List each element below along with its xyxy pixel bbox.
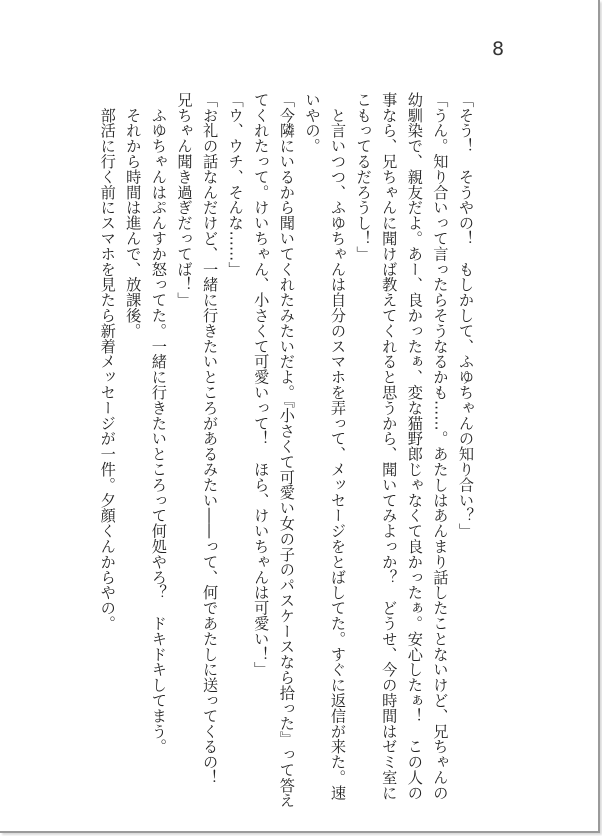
text-line: 「うん。知り合いって言ったらそうなるかも……。あたしはあんまり話したことないけど、兄ちゃんの幼馴染で、親友だよ。あー、良かったぁ、変な猫野郎じゃなくて良かったぁ。安心したぁ！ この人の事なら、兄ちゃんに聞けば教えてくれると思うから、聞いてみよっか？ どうせ、今の時間はゼミ室にこもってるだろうし！」 bbox=[354, 92, 450, 801]
vertical-text-body bbox=[98, 92, 478, 812]
text-line: 部活に行く前にスマホを見たら新着メッセージが一件。夕顔くんからやの。 bbox=[98, 92, 117, 631]
text-line: それから時間は進んで、放課後。 bbox=[124, 92, 143, 339]
text-line: 「ウ、ウチ、そんな……」 bbox=[226, 92, 245, 277]
text-line: と言いつつ、ふゆちゃんは自分のスマホを弄って、メッセージをとばしてた。すぐに返信が来た。速いやの。 bbox=[303, 92, 348, 801]
text-line: 「そう！ そうやの！ もしかして、ふゆちゃんの知り合い？」 bbox=[457, 92, 475, 539]
text-line: ふゆちゃんはぷんすか怒ってた。一緒に行きたいところって何処やろ？ ドキドキしてまう。 bbox=[149, 92, 168, 755]
text-line: 「今隣にいるから聞いてくれたみたいだよ。『小さくて可愛い女の子のパスケースなら拾った』って答えてくれたって。けいちゃん、小さくて可愛いって！ ほら、けいちゃんは可愛い！」 bbox=[252, 92, 296, 809]
text-line: 「お礼の話なんだけど、一緒に行きたいところがあるみたい――って、何であたしに送ってくるの！ 兄ちゃん聞き過ぎだってば！」 bbox=[175, 92, 220, 801]
page-number: 8 bbox=[492, 38, 505, 60]
